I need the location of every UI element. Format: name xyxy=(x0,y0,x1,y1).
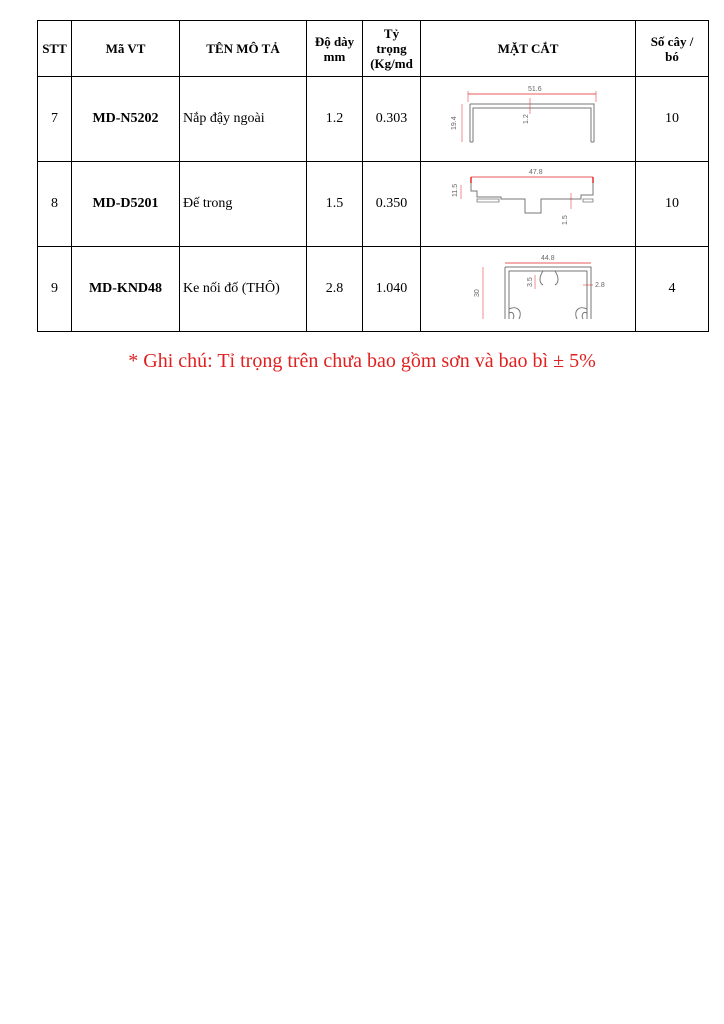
row-count: 4 xyxy=(636,247,709,332)
table-row xyxy=(38,247,709,332)
table-header-row xyxy=(38,21,709,77)
row-weight: 1.040 xyxy=(363,247,421,332)
header-count xyxy=(636,21,709,77)
header-name: TÊN MÔ TẢ xyxy=(180,21,307,77)
row-stt: 9 xyxy=(38,247,72,332)
dim-width: 44.8 xyxy=(541,255,555,262)
header-weight-line3: (Kg/md xyxy=(370,56,413,71)
row-weight: 0.350 xyxy=(363,162,421,247)
profile-n5202-drawing xyxy=(448,80,608,158)
header-code: Mã VT xyxy=(72,21,180,77)
table-row xyxy=(38,77,709,162)
row-section-drawing xyxy=(421,77,636,162)
dim-thickness: 2.8 xyxy=(595,282,605,289)
header-section: MẶT CẮT xyxy=(421,21,636,77)
dim-width: 47.8 xyxy=(529,169,543,176)
row-code: MD-D5201 xyxy=(72,162,180,247)
row-thickness: 1.5 xyxy=(307,162,363,247)
row-thickness: 2.8 xyxy=(307,247,363,332)
dim-height: 19.4 xyxy=(451,116,458,130)
row-stt: 8 xyxy=(38,162,72,247)
dim-thickness: 1.2 xyxy=(523,114,530,124)
row-thickness: 1.2 xyxy=(307,77,363,162)
row-count: 10 xyxy=(636,162,709,247)
header-stt: STT xyxy=(38,21,72,77)
row-code: MD-KND48 xyxy=(72,247,180,332)
row-name: Đế trong xyxy=(180,162,307,247)
header-weight xyxy=(363,21,421,77)
row-code: MD-N5202 xyxy=(72,77,180,162)
row-count: 10 xyxy=(636,77,709,162)
footnote: * Ghi chú: Tỉ trọng trên chưa bao gồm sơn và bao bì ± 5% xyxy=(128,350,596,372)
row-section-drawing xyxy=(421,162,636,247)
row-section-drawing xyxy=(421,247,636,332)
header-count-line2: bó xyxy=(665,48,679,64)
row-name: Nắp đậy ngoài xyxy=(180,77,307,162)
row-name: Ke nối đố (THÔ) xyxy=(180,247,307,332)
header-weight-line1: Tỷ xyxy=(383,26,400,41)
dim-height: 11.5 xyxy=(452,183,459,197)
row-stt: 7 xyxy=(38,77,72,162)
header-thickness xyxy=(307,21,363,77)
profile-knd48-drawing xyxy=(443,249,613,329)
dim-thickness: 1.5 xyxy=(562,215,569,225)
row-weight: 0.303 xyxy=(363,77,421,162)
header-thickness-line1: Độ dày xyxy=(314,33,355,49)
dim-height: 30 xyxy=(474,289,481,297)
header-count-line1: Số cây / xyxy=(650,33,694,49)
header-weight-line2: trọng xyxy=(376,41,407,56)
profile-spec-table xyxy=(37,20,709,332)
dim-inner: 3.5 xyxy=(527,277,534,287)
profile-d5201-drawing xyxy=(443,165,613,243)
table-row xyxy=(38,162,709,247)
dim-width: 51.6 xyxy=(528,86,542,93)
header-thickness-line2: mm xyxy=(323,48,346,64)
